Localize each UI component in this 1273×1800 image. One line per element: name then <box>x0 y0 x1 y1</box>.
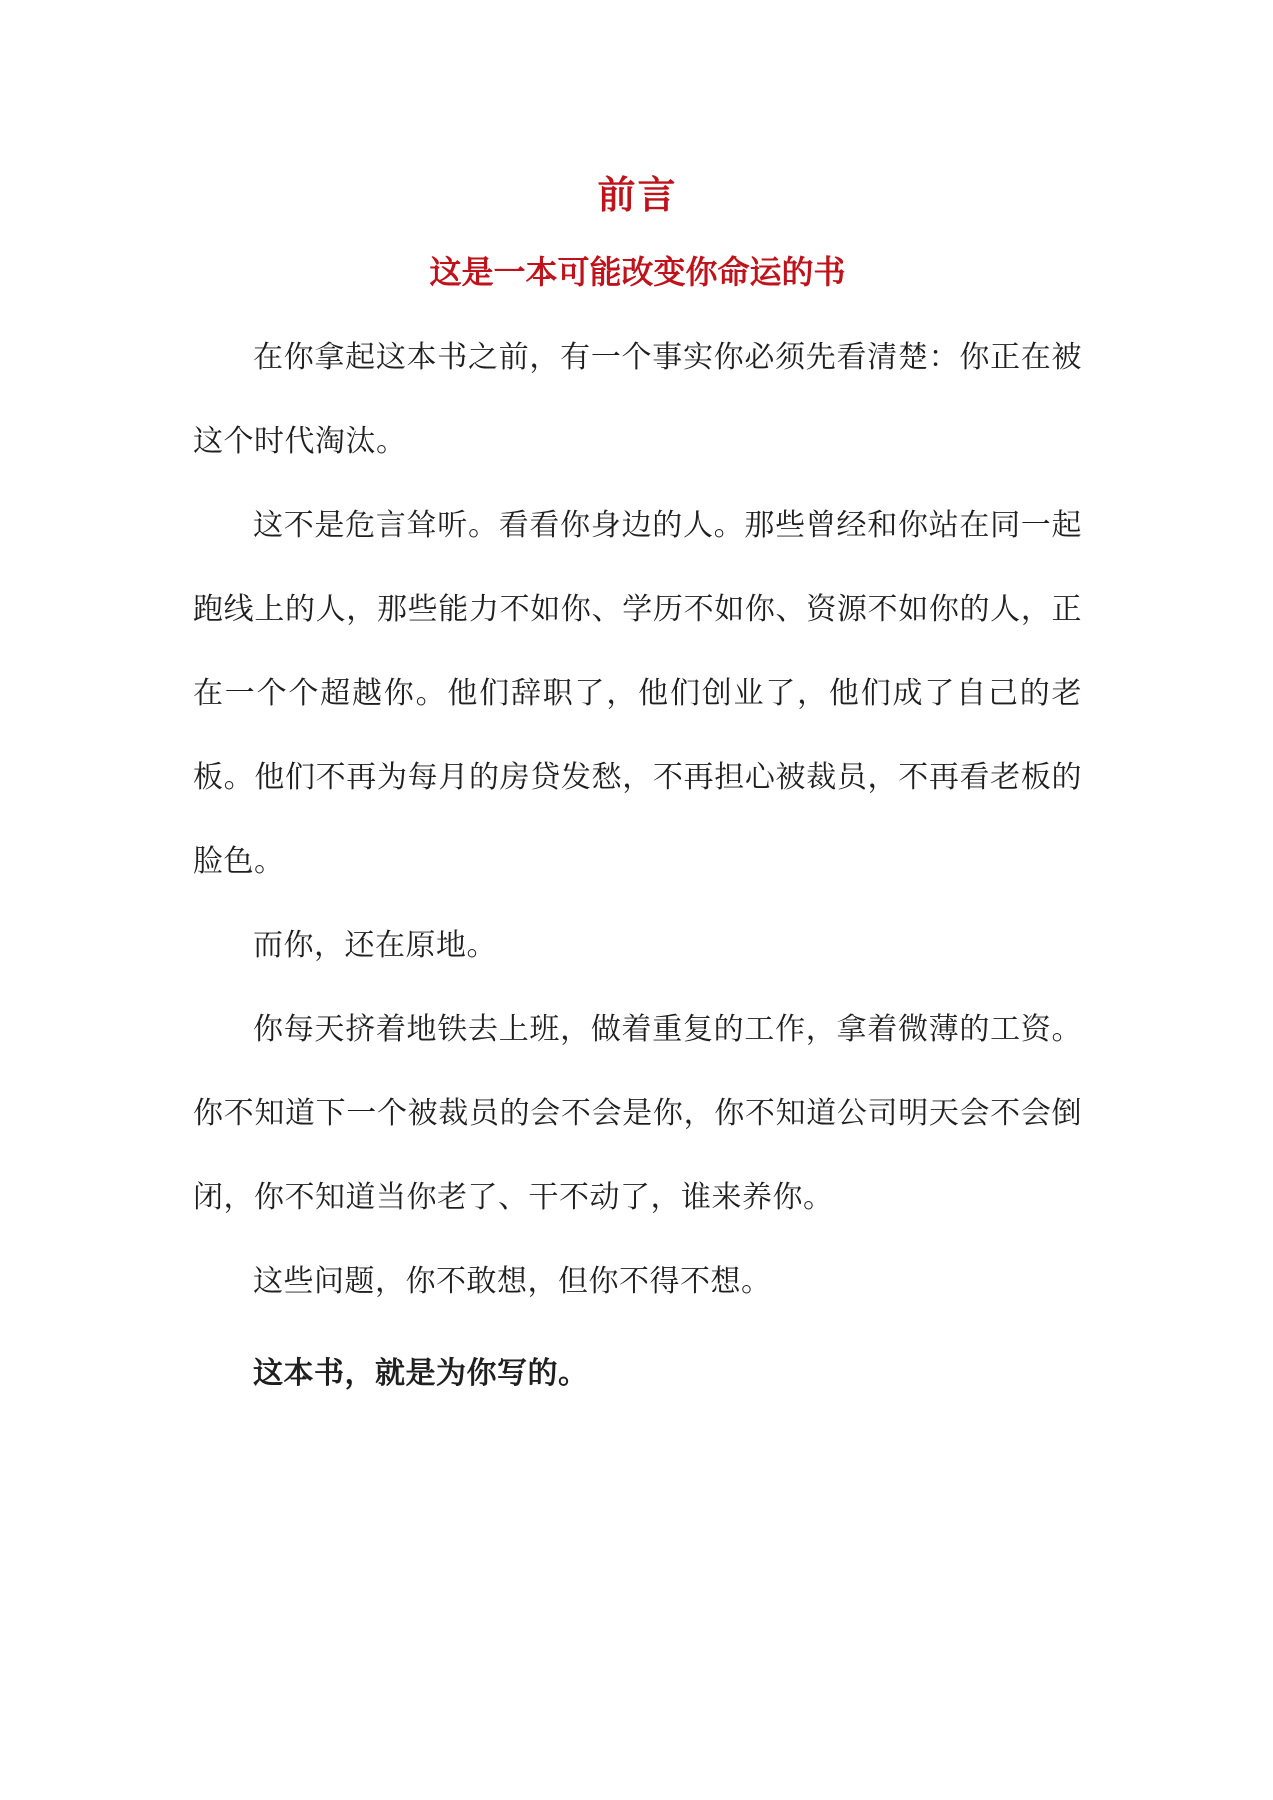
paragraph: 在你拿起这本书之前，有一个事实你必须先看清楚：你正在被这个时代淘汰。 <box>193 340 1082 459</box>
page-title: 前言 <box>597 172 678 217</box>
paragraph: 你每天挤着地铁去上班，做着重复的工作，拿着微薄的工资。你不知道下一个被裁员的会不会是你，你不知道公司明天会不会倒闭，你不知道当你老了、干不动了，谁来养你。 <box>193 1012 1082 1215</box>
paragraph: 这些问题，你不敢想，但你不得不想。 <box>253 1264 772 1299</box>
page-content <box>193 168 1082 1416</box>
paragraph: 而你，还在原地。 <box>253 928 497 963</box>
page-subtitle: 这是一本可能改变你命运的书 <box>429 253 846 291</box>
paragraph: 这不是危言耸听。看看你身边的人。那些曾经和你站在同一起跑线上的人，那些能力不如你、学历不如你、资源不如你的人，正在一个个超越你。他们辞职了，他们创业了，他们成了自己的老板。他们不再为每月的房贷发愁，不再担心被裁员，不再看老板的脸色。 <box>193 508 1082 879</box>
body-text <box>193 316 1082 1416</box>
closing-statement: 这本书，就是为你写的。 <box>253 1356 589 1391</box>
